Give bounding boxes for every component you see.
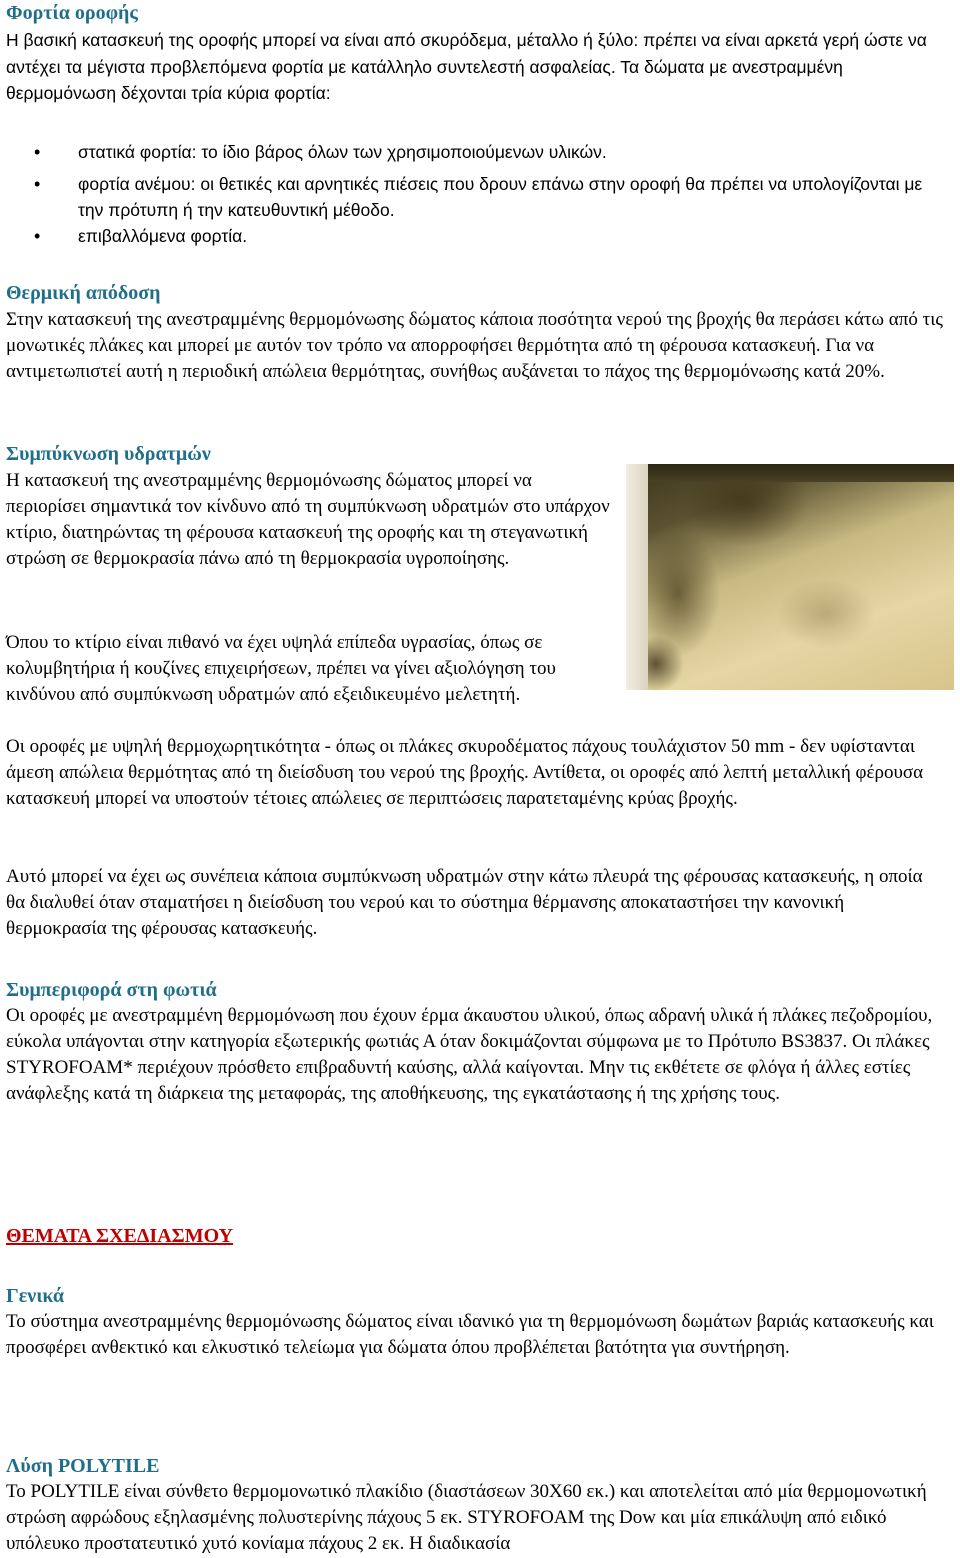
heading-general: Γενικά <box>6 1285 65 1307</box>
thermal-text: Στην κατασκευή της ανεστραμμένης θερμομόνωσης δώματος κάποια ποσότητα νερού της βροχής θα περάσει κάτω από τις μονωτικές πλάκες και μπορεί με αυτόν τον τρόπο να απορροφήσει θερμότητα από τη φέρουσα κατασκευή. Για να αντιμετωπιστεί αυτή η περιοδική απώλεια θερμότητας, συνήθως αυξάνεται το πάχος της θερμομόνωσης κατά 20%. <box>6 309 943 382</box>
heading-condensation: Συμπύκνωση υδρατμών <box>6 443 211 465</box>
heading-thermal: Θερμική απόδοση <box>6 282 161 304</box>
heading-fire: Συμπεριφορά στη φωτιά <box>6 979 217 1001</box>
ceiling-beam <box>648 464 954 482</box>
roof-loads-intro: Η βασική κατασκευή της οροφής μπορεί να είναι από σκυρόδεμα, μέταλλο ή ξύλο: πρέπει να είναι αρκετά γερή ώστε να αντέχει τα μέγιστα προβλεπόμενα φορτία με κατάλληλο συντελεστή ασφαλείας. Τα δώματα με ανεστραμμένη θερμομόνωση δέχονται τρία κύρια φορτία: <box>6 30 927 103</box>
heading-polytile: Λύση POLYTILE <box>6 1455 160 1477</box>
condensation-para-4: Αυτό μπορεί να έχει ως συνέπεια κάποια συμπύκνωση υδρατμών στην κάτω πλευρά της φέρουσας κατασκευής, η οποία θα διαλυθεί όταν σταματήσει η διείσδυση του νερού και το σύστημα θέρμανσης αποκαταστήσει την κανονική θερμοκρασία της φέρουσας κατασκευής. <box>6 866 923 939</box>
condensation-para-1: Η κατασκευή της ανεστραμμένης θερμομόνωσης δώματος μπορεί να περιορίσει σημαντικά τον κίνδυνο από τη συμπύκνωση υδρατμών στο υπάρχον κτίριο, διατηρώντας τη φέρουσα κατασκευή της οροφής και τη στεγανωτική στρώση σε θερμοκρασία πάνω από τη θερμοκρασία υγροποίησης. <box>6 470 610 569</box>
list-item: • επιβαλλόμενα φορτία. <box>6 223 946 249</box>
heading-roof-loads: Φορτία οροφής <box>6 2 138 24</box>
condensation-para-3: Οι οροφές με υψηλή θερμοχωρητικότητα - όπως οι πλάκες σκυροδέματος πάχους τουλάχιστον 50 mm - δεν υφίστανται άμεση απώλεια θερμότητας από τη διείσδυση του νερού της βροχής. Αντίθετα, οι οροφές από λεπτή μεταλλική φέρουσα κατασκευή μπορεί να υποστούν τέτοιες απώλειες σε περιπτώσεις παρατεταμένης κρύας βροχής. <box>6 736 924 809</box>
damp-wall-photo <box>626 464 954 690</box>
polytile-text: Το POLYTILE είναι σύνθετο θερμομονωτικό πλακίδιο (διαστάσεων 30Χ60 εκ.) και αποτελείται από μία θερμομονωτική στρώση αφρώδους εξηλασμένης πολυστερίνης πάχους 5 εκ. STYROFOAM της Dow και μία επικάλυψη από ειδικό υπόλευκο προστατευτικό χυτό κονίαμα πάχους 2 εκ. Η διαδικασία <box>6 1481 927 1554</box>
fire-text: Οι οροφές με ανεστραμμένη θερμομόνωση που έχουν έρμα άκαυστου υλικού, όπως αδρανή υλικά ή πλάκες πεζοδρομίου, εύκολα υπάγονται στην κατηγορία εξωτερικής φωτιάς Α όταν δοκιμάζονται σύμφωνα με το Πρότυπο BS3837. Οι πλάκες STYROFOAM* περιέχουν πρόσθετο επιβραδυντή καύσης, αλλά καίγονται. Μην τις εκθέτετε σε φλόγα ή άλλες εστίες ανάφλεξης κατά τη διάρκεια της μεταφοράς, της αποθήκευσης, της εγκατάστασης ή της χρήσης τους. <box>6 1005 933 1104</box>
general-text: Το σύστημα ανεστραμμένης θερμομόνωσης δώματος είναι ιδανικό για τη θερμομόνωση δωμάτων βαριάς κατασκευής και προσφέρει ανθεκτικό και ελκυστικό τελείωμα για δώματα όπου προβλέπεται βατότητα για συντήρηση. <box>6 1311 934 1358</box>
list-item: • φορτία ανέμου: οι θετικές και αρνητικές πιέσεις που δρουν επάνω στην οροφή θα πρέπει να υπολογίζονται με την πρότυπη ή την κατευθυντική μέθοδο. <box>6 171 946 223</box>
cabinet-edge <box>626 464 648 690</box>
roof-loads-list <box>6 139 946 249</box>
list-item: • στατικά φορτία: το ίδιο βάρος όλων των χρησιμοποιούμενων υλικών. <box>6 139 946 165</box>
condensation-para-2: Όπου το κτίριο είναι πιθανό να έχει υψηλά επίπεδα υγρασίας, όπως σε κολυμβητήρια ή κουζίνες επιχειρήσεων, πρέπει να γίνει αξιολόγηση του κινδύνου από συμπύκνωση υδρατμών από εξειδικευμένο μελετητή. <box>6 632 556 705</box>
heading-design-issues: ΘΕΜΑΤΑ ΣΧΕΔΙΑΣΜΟΥ <box>6 1225 234 1247</box>
